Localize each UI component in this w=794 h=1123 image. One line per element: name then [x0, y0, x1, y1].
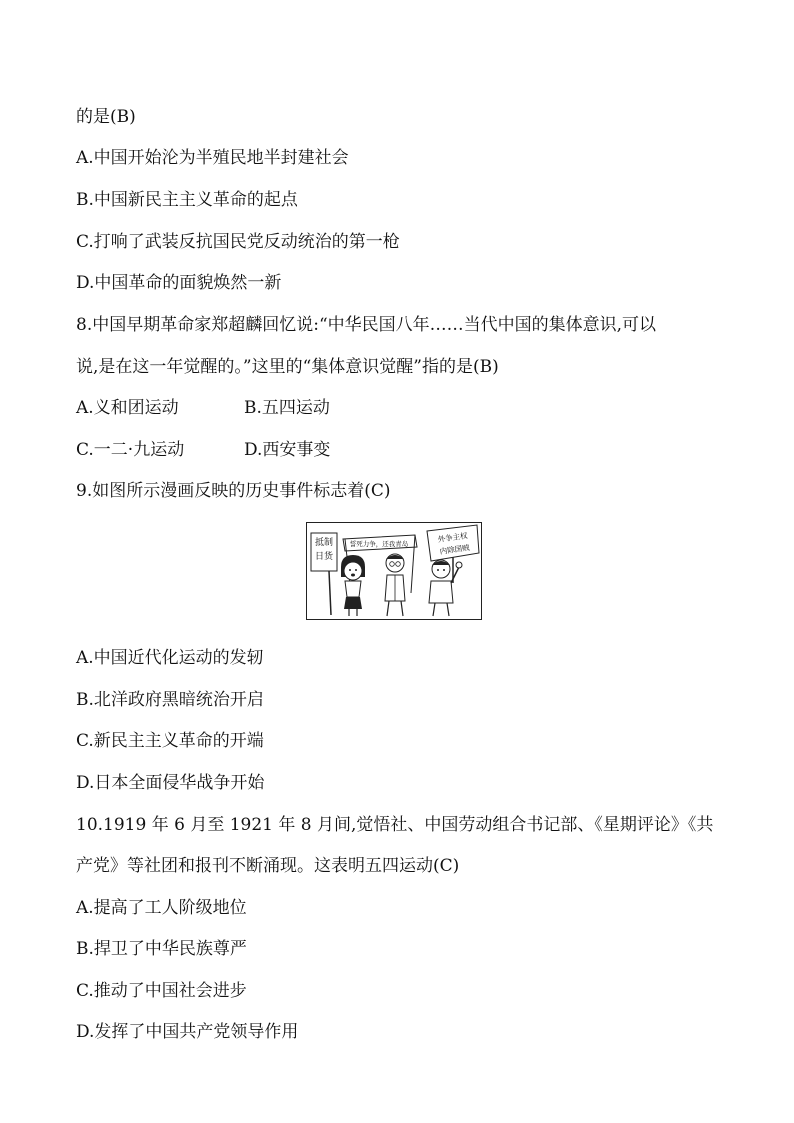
protester-man-glasses — [385, 554, 405, 616]
q7-option-a: A.中国开始沦为半殖民地半封建社会 — [76, 148, 349, 168]
cartoon-figure — [306, 522, 482, 620]
q7-option-c: C.打响了武装反抗国民党反动统治的第一枪 — [76, 232, 400, 252]
q10-option-d: D.发挥了中国共产党领导作用 — [76, 1022, 299, 1042]
q10-stem-line1: 10.1919 年 6 月至 1921 年 8 月间,觉悟社、中国劳动组合书记部、《星期评论》《共 — [76, 815, 714, 835]
q8-options-row2 — [76, 439, 331, 461]
svg-text:内除国贼: 内除国贼 — [439, 542, 471, 557]
q10-option-c: C.推动了中国社会进步 — [76, 981, 247, 1001]
q8-stem-line2: 说,是在这一年觉醒的。”这里的“集体意识觉醒”指的是(B) — [76, 357, 499, 377]
svg-text:日货: 日货 — [314, 552, 334, 562]
q9-option-b: B.北洋政府黑暗统治开启 — [76, 690, 264, 710]
q9-option-c: C.新民主主义革命的开端 — [76, 731, 264, 751]
svg-text:抵制: 抵制 — [314, 538, 334, 548]
q8-options-row1 — [76, 397, 330, 419]
svg-text:外争主权: 外争主权 — [437, 530, 469, 545]
q10-option-a: A.提高了工人阶级地位 — [76, 898, 247, 918]
q8-stem-line1: 8.中国早期革命家郑超麟回忆说:“中华民国八年……当代中国的集体意识,可以 — [76, 315, 657, 335]
q7-option-b: B.中国新民主主义革命的起点 — [76, 190, 298, 210]
q9-option-d: D.日本全面侵华战争开始 — [76, 773, 265, 793]
q7-stem-end: 的是(B) — [76, 107, 136, 127]
protester-man-fist — [429, 560, 462, 616]
left-protest-sign — [311, 533, 337, 615]
svg-text:誓死力争，还我青岛: 誓死力争，还我青岛 — [349, 540, 409, 548]
q8-option-b: B.五四运动 — [244, 398, 330, 418]
q8-option-c: C.一二·九运动 — [76, 440, 185, 460]
protester-girl — [341, 555, 365, 616]
q10-option-b: B.捍卫了中华民族尊严 — [76, 939, 247, 959]
q9-stem: 9.如图所示漫画反映的历史事件标志着(C) — [76, 481, 391, 501]
q9-option-a: A.中国近代化运动的发轫 — [76, 648, 264, 668]
q10-stem-line2: 产党》等社团和报刊不断涌现。这表明五四运动(C) — [76, 856, 460, 876]
q7-option-d: D.中国革命的面貌焕然一新 — [76, 273, 282, 293]
q8-option-d: D.西安事变 — [244, 440, 331, 460]
q8-option-a: A.义和团运动 — [76, 398, 179, 418]
